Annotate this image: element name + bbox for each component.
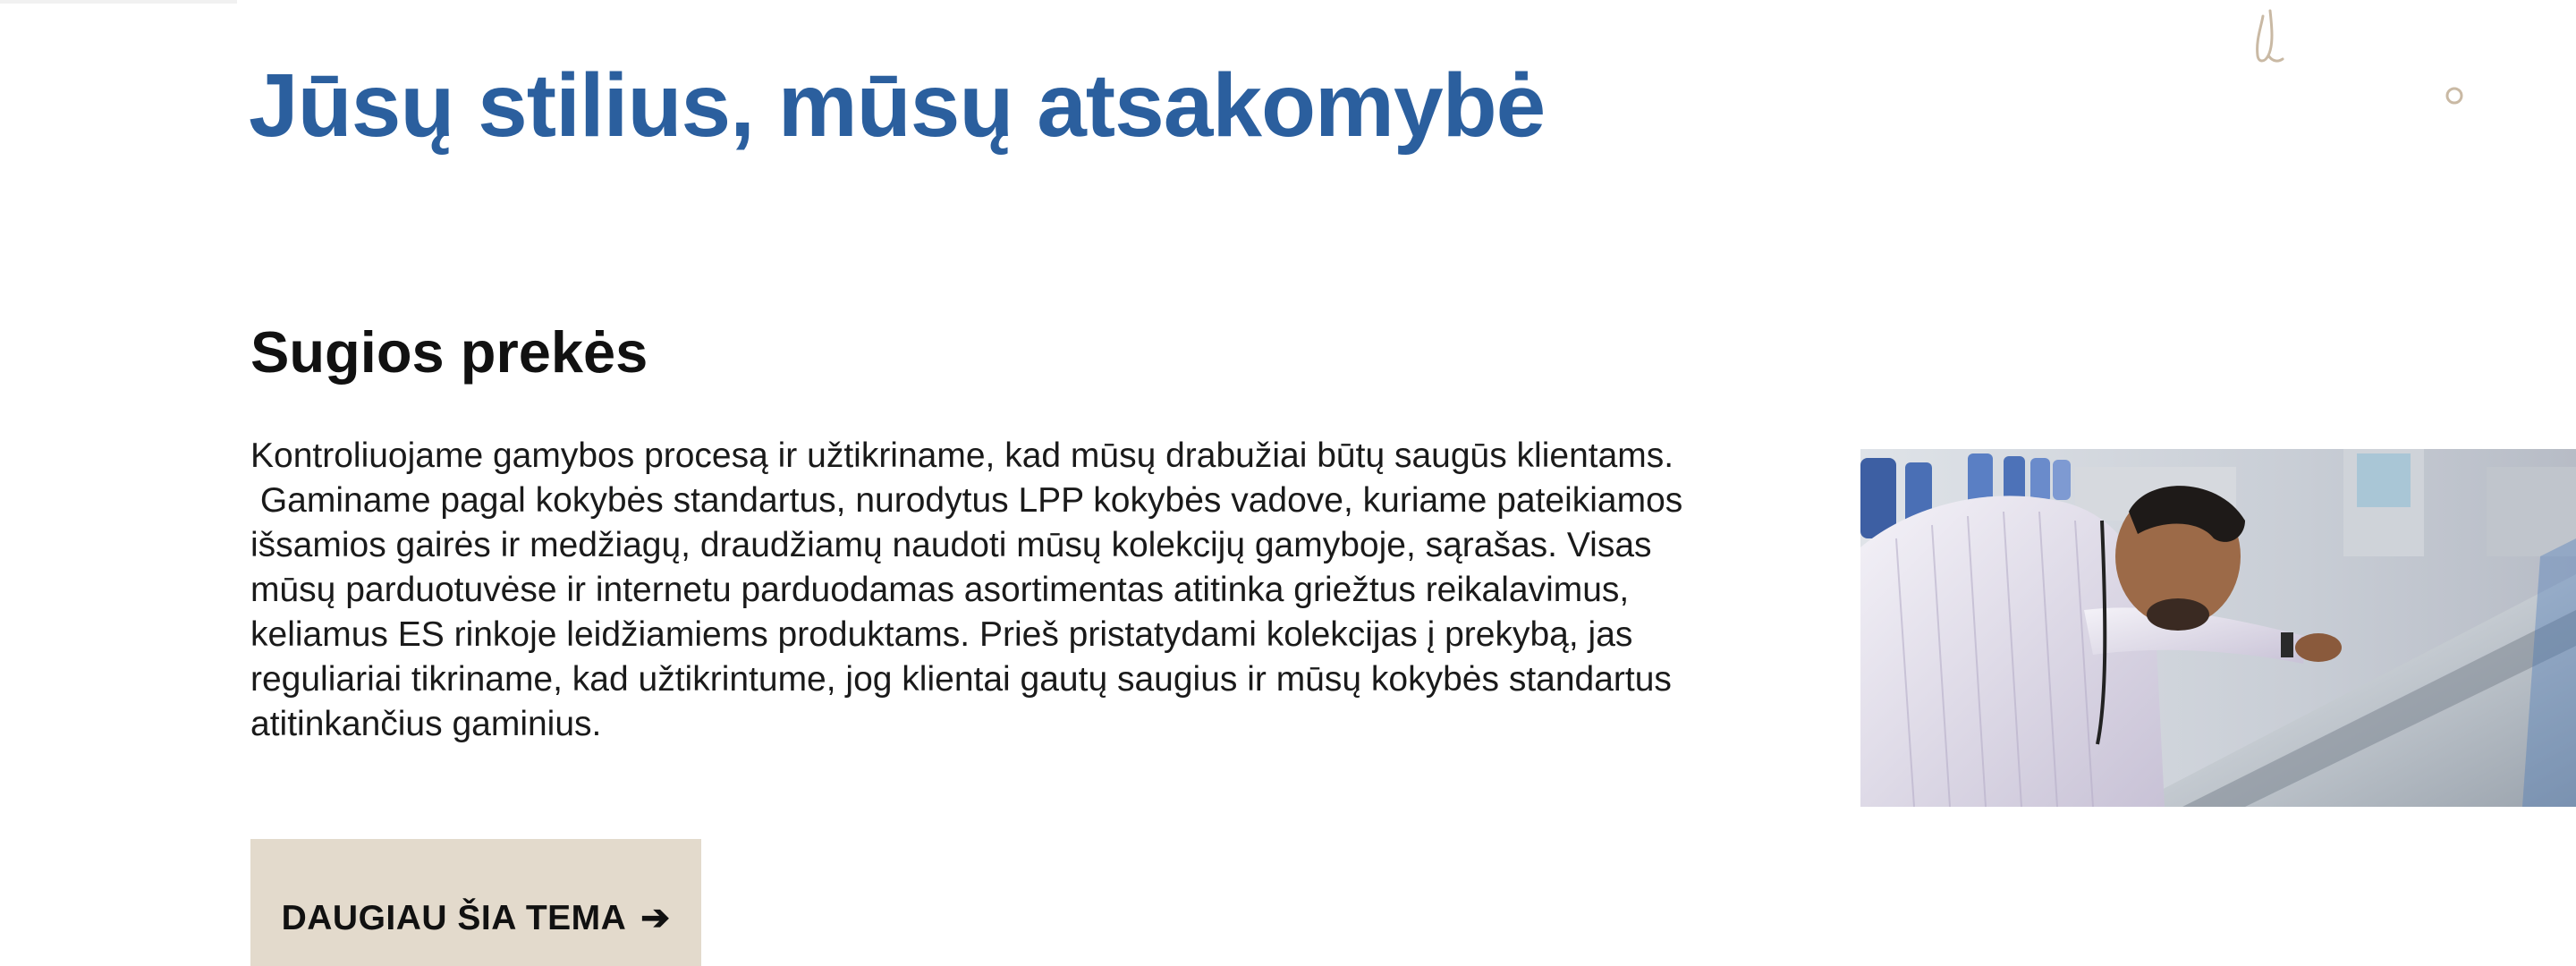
more-on-topic-label: DAUGIAU ŠIA TEMA — [281, 899, 625, 937]
more-on-topic-button[interactable] — [250, 839, 701, 966]
arrow-right-icon: ➔ — [640, 899, 671, 937]
hand-drawn-decoration-icon — [2245, 0, 2496, 125]
factory-worker-photo-illustration — [1860, 449, 2576, 807]
section-description — [250, 434, 1726, 747]
section-heading: Sugios prekės — [250, 319, 648, 385]
description-paragraph: Kontroliuojame gamybos procesą ir užtikriname, kad mūsų drabužiai būtų saugūs klientams. — [250, 436, 1674, 475]
page-title: Jūsų stilius, mūsų atsakomybė — [249, 55, 1546, 156]
factory-worker-photo — [1860, 449, 2576, 807]
description-paragraph: Gaminame pagal kokybės standartus, nurodytus LPP kokybės vadove, kuriame pateikiamos išsamios gairės ir medžiagų, draudžiamų naudoti mūsų kolekcijų gamyboje, sąrašas. Visas mūsų parduotuvėse ir internetu parduodamas asortimentas atitinka griežtus reikalavimus, keliamus ES rinkoje leidžiamiems produktams. Prieš pristatydami kolekcijas į prekybą, jas reguliariai tikriname, kad užtikrintume, jog klientai gautų saugius ir mūsų kokybės standartus atitinkančius gaminius. — [250, 481, 1693, 743]
top-divider — [0, 0, 237, 4]
